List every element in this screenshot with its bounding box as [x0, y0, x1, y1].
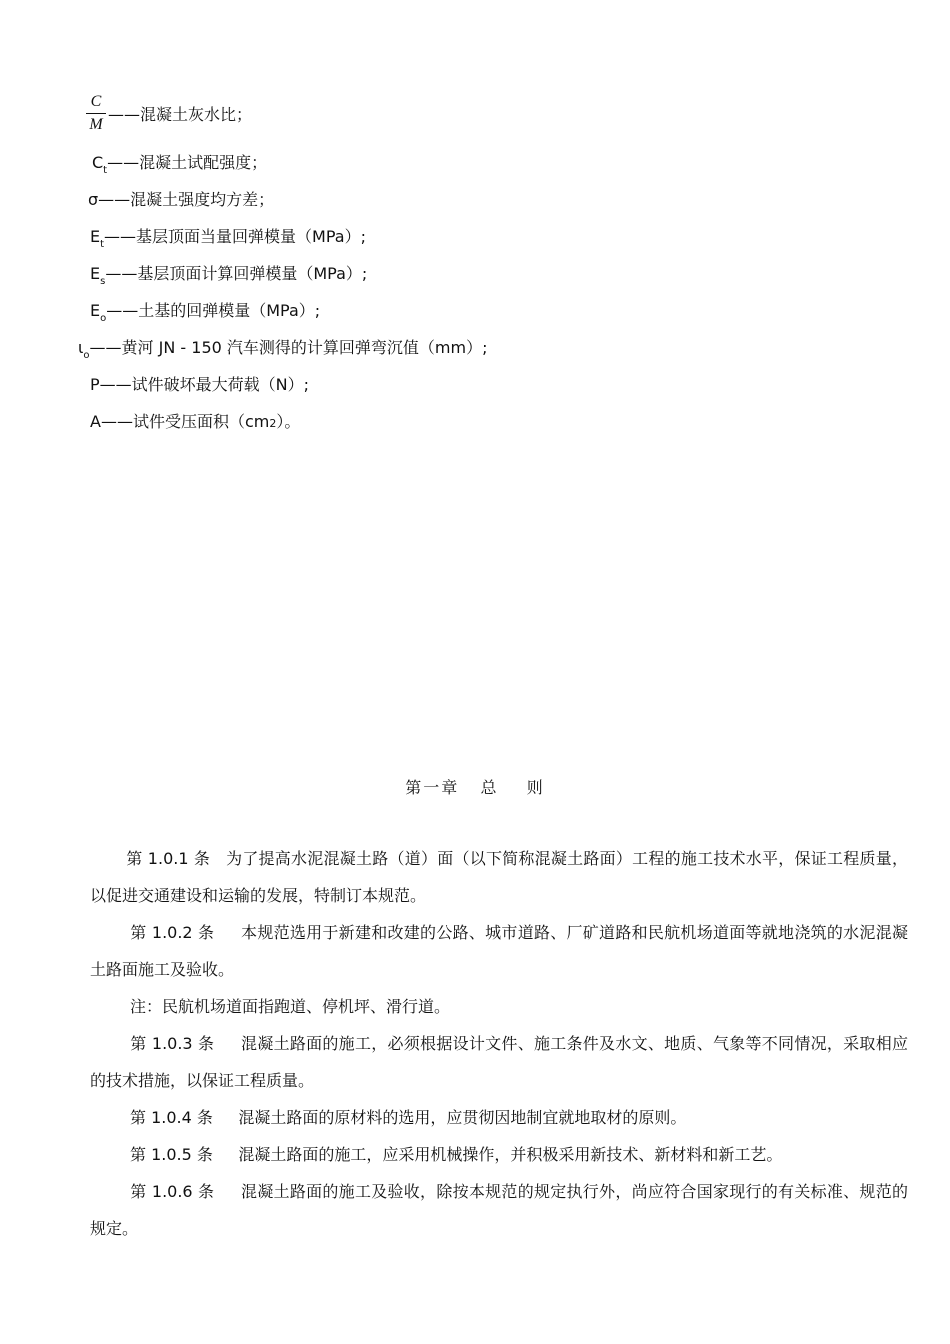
article-number: 第 1.0.5 条	[130, 1145, 213, 1164]
fraction-numerator: C	[90, 93, 102, 110]
chapter-title: 第一章 总 则	[405, 778, 545, 797]
symbol-lo-description: ——黄河 JN - 150 汽车测得的计算回弹弯沉值（mm）;	[89, 338, 488, 357]
symbol-a-description: A——试件受压面积（cm	[90, 412, 270, 431]
symbol-es-description: ——基层顶面计算回弹模量（MPa）;	[105, 264, 368, 283]
symbol-lo-line	[78, 335, 487, 361]
symbol-ct-description: ——混凝土试配强度；	[107, 153, 268, 172]
article-1-0-5	[90, 1136, 908, 1173]
symbol-et-description: ——基层顶面当量回弹模量（MPa）;	[104, 227, 366, 246]
article-1-0-3	[90, 1025, 908, 1099]
article-text: 混凝土路面的施工及验收，除按本规范的规定执行外，尚应符合国家现行的有关标准、规范的规定。	[90, 1182, 908, 1238]
article-text: 混凝土路面的施工，应采用机械操作，并积极采用新技术、新材料和新工艺。	[238, 1145, 783, 1164]
symbol-eo-line	[90, 298, 320, 324]
symbol-ct-line	[92, 150, 267, 176]
symbol-eo-subscript: o	[100, 313, 107, 324]
article-number: 第 1.0.3 条	[130, 1034, 215, 1053]
article-text: 混凝土路面的原材料的选用，应贯彻因地制宜就地取材的原则。	[238, 1108, 687, 1127]
article-text: 混凝土路面的施工，必须根据设计文件、施工条件及水文、地质、气象等不同情况，采取相应的技术措施，以保证工程质量。	[90, 1034, 908, 1090]
symbol-p-line: P——试件破坏最大荷载（N）;	[90, 375, 310, 394]
article-number: 第 1.0.2 条	[130, 923, 215, 942]
symbol-a-line	[90, 409, 300, 432]
fraction-description: ——混凝土灰水比；	[108, 105, 253, 124]
symbol-es-line	[90, 261, 367, 287]
fraction-c-over-m	[86, 92, 106, 135]
symbol-eo: E	[90, 301, 101, 320]
fraction-denominator: M	[89, 116, 103, 133]
symbol-es-subscript: s	[100, 276, 106, 287]
fraction-bar	[86, 113, 106, 114]
article-1-0-2	[90, 914, 908, 988]
article-text: 本规范选用于新建和改建的公路、城市道路、厂矿道路和民航机场道面等就地浇筑的水泥混凝土路面施工及验收。	[90, 923, 908, 979]
symbol-et-subscript: t	[100, 239, 105, 250]
symbol-ct-subscript: t	[103, 165, 108, 176]
article-number: 第 1.0.1 条	[126, 849, 211, 868]
symbol-eo-description: ——土基的回弹模量（MPa）;	[106, 301, 321, 320]
article-number: 第 1.0.6 条	[130, 1182, 215, 1201]
article-number: 第 1.0.4 条	[130, 1108, 213, 1127]
article-text: 为了提高水泥混凝土路（道）面（以下简称混凝土路面）工程的施工技术水平，保证工程质量，以促进交通建设和运输的发展，特制订本规范。	[90, 849, 908, 905]
article-1-0-1	[90, 840, 908, 914]
note-text: 注：民航机场道面指跑道、停机坪、滑行道。	[130, 997, 451, 1016]
article-1-0-4	[90, 1099, 908, 1136]
symbol-es: E	[90, 264, 101, 283]
symbol-lo-subscript: o	[83, 350, 90, 361]
symbol-a-end: ）。	[276, 412, 301, 431]
symbol-a-unit-exponent: 2	[269, 417, 277, 430]
article-1-0-6	[90, 1173, 908, 1247]
symbol-sigma-line: σ——混凝土强度均方差；	[88, 190, 275, 209]
symbol-ct: C	[92, 153, 104, 172]
symbol-et-line	[90, 224, 366, 250]
article-note	[90, 988, 908, 1025]
symbol-et: E	[90, 227, 101, 246]
symbol-lo: ι	[78, 338, 84, 357]
